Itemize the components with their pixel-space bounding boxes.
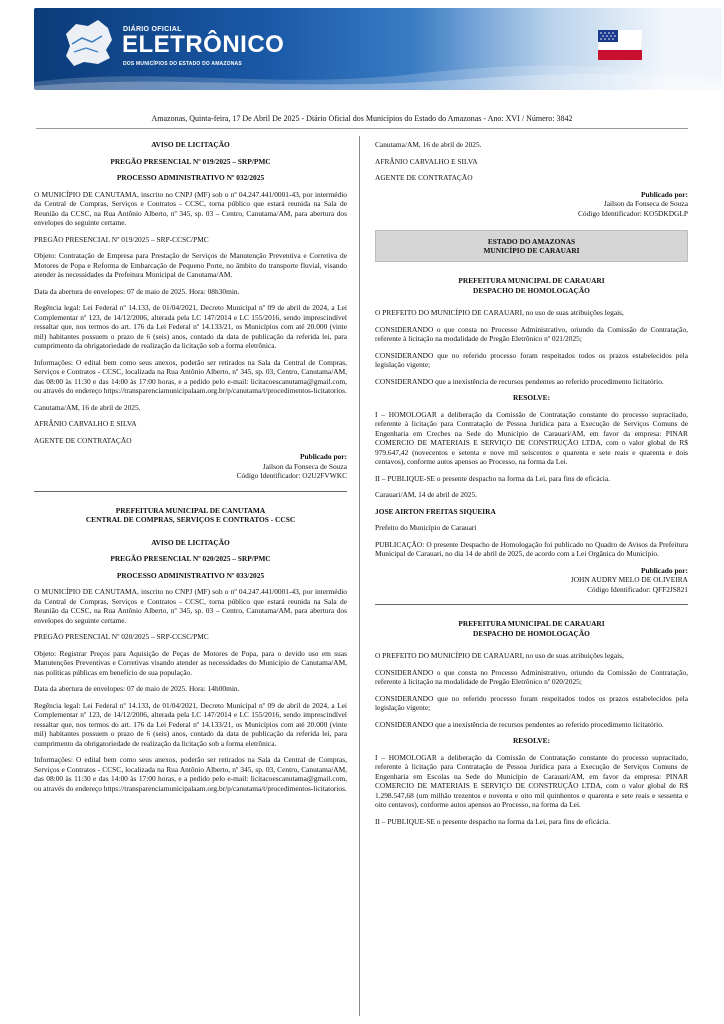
despacho-prefeito: O PREFEITO DO MUNICÍPIO DE CARAUARI, no uso de suas atribuições legais,	[375, 651, 624, 660]
logo-small-text: DIÁRIO OFICIAL	[123, 26, 182, 33]
notice-title: AVISO DE LICITAÇÃO	[151, 537, 230, 547]
despacho-signer-role: Prefeito do Município de Carauari	[375, 523, 477, 532]
published-by-name: JOHN AUDRY MELO DE OLIVEIRA	[570, 575, 688, 584]
section-head-prefeitura: PREFEITURA MUNICIPAL DE CARAUARI	[458, 276, 605, 285]
amazonas-flag-icon	[598, 30, 642, 60]
notice-regencia: Regência legal: Lei Federal nº 14.133, de 01/04/2021, Decreto Municipal nº 09 de abril de 2024, a Lei Complementar nº 123, de 14/12/2006, alterada pela LC 147/2014 e LC 155/2016, sendo imprescindível ressaltar que, nos termos do art. 176 da Lei Federal nº 14.133/21, os Municípios com até 20.000 (vinte mil) habitantes possuem o prazo de 6 (seis) anos, contado da data de publicação da referida lei, para cumprimento da obrigatoriedade de realização da licitação sob a forma eletrônica.	[34, 303, 347, 350]
logo-subtitle: DOS MUNICÍPIOS DO ESTADO DO AMAZONAS	[123, 61, 242, 67]
despacho-signer-name: JOSE AIRTON FREITAS SIQUEIRA	[375, 506, 496, 516]
notice-processo: PROCESSO ADMINISTRATIVO Nº 033/2025	[116, 570, 265, 580]
despacho-considerando: CONSIDERANDO que a inexistência de recursos pendentes ao referido procedimento licitatório.	[375, 376, 664, 386]
notice-signer-role: AGENTE DE CONTRATAÇÃO	[34, 435, 132, 445]
notice-intro: O MUNICÍPIO DE CANUTAMA, inscrito no CNPJ (MF) sob o nº 04.247.441/0001-43, por intermédio da Central de Compras, Serviços e Contratos - CCSC, torna público que estará reunida na Sala de Reunião da CCSC, na Rua Antônio Alberto, nº 345, sp. 03 – Centro, Canutama/AM, para abertura dos envelopes do seguinte certame.	[34, 587, 347, 625]
notice-intro: O MUNICÍPIO DE CANUTAMA, inscrito no CNPJ (MF) sob o nº 04.247.441/0001-43, por intermédio da Central de Compras, Serviços e Contratos - CCSC, torna público que estará reunida na Sala de Reunião da CCSC, na Rua Antônio Alberto, nº 345, sp. 03 – Centro, Canutama/AM, para abertura dos envelopes do seguinte certame.	[34, 189, 347, 227]
notice-pregao: PREGÃO PRESENCIAL Nº 020/2025 – SRP/PMC	[110, 554, 271, 563]
identifier-code: Código Identificador: KO5DKDGLP	[577, 208, 688, 218]
despacho-publicacao: PUBLICAÇÃO: O presente Despacho de Homologação foi publicado no Quadro de Avisos da Prefeitura Municipal de Carauari, no dia 14 de abril de 2025, de acordo com a Lei Orgânica do Município.	[375, 539, 688, 558]
despacho-considerando: CONSIDERANDO que a inexistência de recursos pendentes ao referido procedimento licitatório.	[375, 719, 664, 729]
despacho-considerando: CONSIDERANDO o que consta no Processo Administrativo, oriundo da Comissão de Contratação, referente à licitação na modalidade de Pregão Eletrônico nº 020/2025;	[375, 667, 688, 686]
notice-processo: PROCESSO ADMINISTRATIVO Nº 032/2025	[116, 173, 265, 182]
despacho-publique: II – PUBLIQUE-SE o presente despacho na forma da Lei, para fins de eficácia.	[375, 473, 610, 483]
notice-pregao-ref: PREGÃO PRESENCIAL Nº 020/2025 – SRP-CCSC/PMC	[34, 632, 209, 641]
issue-info-line: Amazonas, Quinta-feira, 17 De Abril De 2025 - Diário Oficial dos Municípios do Estado do Amazonas - Ano: XVI / Número: 3842	[151, 114, 573, 123]
notice-objeto: Objeto: Registrar Preços para Aquisição de Peças de Motores de Popa, para o devido uso em suas Manutenções Preventivas e Corretivas visando atender as necessidades do Município de Canutama/AM, nas políticas públicas em benefício de sua população.	[34, 648, 347, 677]
notice-informacoes: Informações: O edital bem como seus anexos, poderão ser retirados na Sala da Central de Compras, Serviços e Contratos - CCSC, localizada na Rua Antônio Alberto, nº 345, sp. 03, Centro, Canutama/AM, das 08:00 às 11:30 e das 14:00 às 17:00 horas, e a pedido pelo e-mail: licitacoescanutama@gmail.com, ou através do endereço https://transparenciamunicipalaam.org.br/p/canutama/t/procedimentos-licitatorios.	[34, 357, 347, 395]
section-head-despacho: DESPACHO DE HOMOLOGAÇÃO	[473, 628, 590, 638]
despacho-publique: II – PUBLIQUE-SE o presente despacho na forma da Lei, para fins de eficácia.	[375, 816, 610, 826]
notice-objeto: Objeto: Contratação de Empresa para Prestação de Serviços de Manutenção Preventiva e Corretiva de Motores de Popa e Reforma de Embarcação de Pequeno Porte, no âmbito do transporte fluvial, visando atender às necessidades da Prefeitura Municipal de Canutama/AM.	[34, 251, 347, 279]
section-head-ccsc: CENTRAL DE COMPRAS, SERVIÇOS E CONTRATOS - CCSC	[85, 515, 296, 524]
state-municipality-box	[375, 230, 688, 262]
state-name: ESTADO DO AMAZONAS	[487, 237, 576, 246]
notice-signer-role: AGENTE DE CONTRATAÇÃO	[375, 173, 473, 182]
section-head-prefeitura: PREFEITURA MUNICIPAL DE CANUTAMA	[115, 505, 266, 515]
section-separator	[375, 604, 688, 605]
left-column	[34, 140, 347, 800]
despacho-resolve: RESOLVE:	[512, 736, 551, 745]
amazonas-map-logo-icon	[58, 14, 118, 72]
published-by-label: Publicado por:	[299, 452, 347, 461]
published-by-name: Jailson da Fonseca de Souza	[262, 461, 347, 471]
notice-pregao-ref: PREGÃO PRESENCIAL Nº 019/2025 – SRP-CCSC/PMC	[34, 234, 209, 244]
notice-local-date: Canutama/AM, 16 de abril de 2025.	[375, 140, 482, 149]
notice-data: Data da abertura de envelopes: 07 de maio de 2025. Hora: 08h30min.	[34, 286, 240, 296]
header	[0, 0, 724, 98]
despacho-prefeito: O PREFEITO DO MUNICÍPIO DE CARAUARI, no uso de suas atribuições legais,	[375, 308, 624, 317]
section-head-prefeitura: PREFEITURA MUNICIPAL DE CARAUARI	[458, 619, 605, 628]
notice-title: AVISO DE LICITAÇÃO	[151, 140, 230, 149]
despacho-considerando: CONSIDERANDO que no referido processo foram respeitados todos os prazos estabelecidos pela legislação vigente;	[375, 693, 688, 712]
published-by-label: Publicado por:	[640, 189, 688, 199]
identifier-code: Código Identificador: O2U2FVWKC	[236, 471, 347, 480]
logo-title: ELETRÔNICO	[122, 31, 285, 58]
municipality-name: MUNICÍPIO DE CARAUARI	[483, 246, 580, 255]
despacho-considerando: CONSIDERANDO que no referido processo foram respeitados todos os prazos estabelecidos pela legislação vigente;	[375, 350, 688, 369]
despacho-resolve: RESOLVE:	[512, 393, 551, 402]
despacho-homologar: I – HOMOLOGAR a deliberação da Comissão de Contratação constante do processo supracitado, referente à licitação para Contratação de Pessoa Jurídica para a Execução de Serviços Comuns de Engenharia em Creches na Sede do Município de Carauari/AM, em favor da empresa: PINAR COMERCIO DE MATERIAIS E SERVIÇO DE CONSTRUÇÃO LTDA, com o valor global de R$ 979.647,42 (novecentos e setenta e nove mil seiscentos e quarenta e sete reais e quarenta e dois centavos), conforme autos apensos ao Processo, na forma da Lei.	[375, 409, 688, 466]
notice-informacoes: Informações: O edital bem como seus anexos, poderão ser retirados na Sala da Central de Compras, Serviços e Contratos - CCSC, localizada na Rua Antônio Alberto, nº 345, sp. 03, Centro, Canutama/AM, das 08:00 às 11:30 e das 14:00 às 17:00 horas, e a pedido pelo e-mail: licitacoescanutama@gmail.com, ou através do endereço https://transparenciamunicipalaam.org.br/p/canutama/t/procedimentos-licitatorios.	[34, 755, 347, 793]
notice-signer-name: AFRÂNIO CARVALHO E SILVA	[375, 156, 478, 166]
notice-data: Data da abertura de envelopes: 07 de maio de 2025. Hora: 14h00min.	[34, 684, 240, 693]
notice-signer-name: AFRÂNIO CARVALHO E SILVA	[34, 419, 137, 428]
notice-regencia: Regência legal: Lei Federal nº 14.133, de 01/04/2021, Decreto Municipal nº 09 de abril de 2024, a Lei Complementar nº 123, de 14/12/2006, alterada pela LC 147/2014 e LC 155/2016, sendo imprescindível ressaltar que, nos termos do art. 176 da Lei Federal nº 14.133/21, os Municípios com até 20.000 (vinte mil) habitantes possuem o prazo de 6 (seis) anos, contado da data de publicação da referida lei, para cumprimento da obrigatoriedade de realização da licitação sob a forma eletrônica.	[34, 700, 347, 748]
right-column	[375, 140, 688, 833]
published-by-label: Publicado por:	[640, 565, 688, 575]
identifier-code: Código Identificador: QFF2JS821	[586, 584, 688, 594]
published-by-name: Jailson da Fonseca de Souza	[603, 199, 688, 208]
despacho-homologar: I – HOMOLOGAR a deliberação da Comissão de Contratação constante do processo supracitado, referente à licitação para Contratação de Pessoa Jurídica para a Execução de Serviços Comuns de Engenharia em Escolas na Sede do Município de Carauari/AM, em favor da empresa: PINAR COMERCIO DE MATERIAIS E SERVIÇO DE CONSTRUÇÃO LTDA, com o valor global de R$ 1.298.547,68 (um milhão trezentos e noventa e oito mil quinhentos e quarenta e sete reais e sessenta e oito centavos), conforme autos apensos ao Processo, na forma da Lei.	[375, 752, 688, 809]
column-divider	[359, 136, 360, 1016]
header-divider	[36, 128, 688, 129]
section-separator	[34, 491, 347, 492]
section-head-despacho: DESPACHO DE HOMOLOGAÇÃO	[473, 285, 590, 295]
notice-local-date: Canutama/AM, 16 de abril de 2025.	[34, 402, 141, 412]
notice-pregao: PREGÃO PRESENCIAL Nº 019/2025 – SRP/PMC	[110, 156, 271, 166]
despacho-considerando: CONSIDERANDO o que consta no Processo Administrativo, oriundo da Comissão de Contratação, referente à licitação na modalidade de Pregão Eletrônico nº 021/2025;	[375, 324, 688, 343]
despacho-local-date: Carauari/AM, 14 de abril de 2025.	[375, 490, 478, 499]
